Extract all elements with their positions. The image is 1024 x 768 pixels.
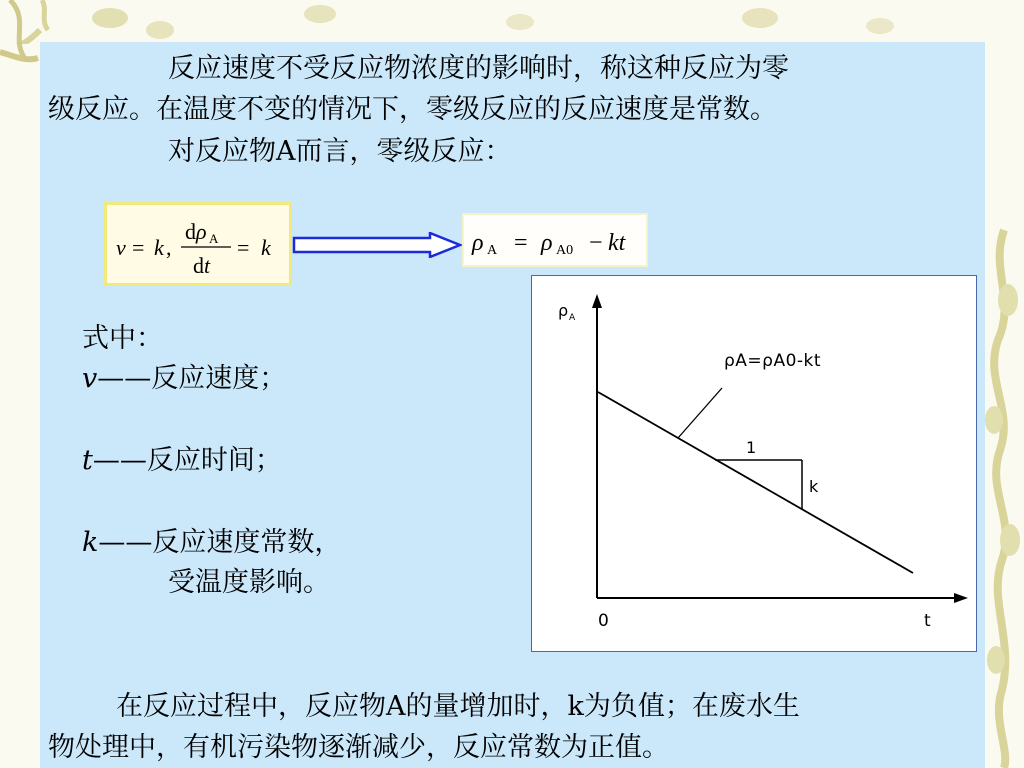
intro-line-2: 级反应。在温度不变的情况下，零级反应的反应速度是常数。	[48, 94, 777, 125]
vine-decoration-left	[0, 0, 40, 768]
formula-num-sub: A	[209, 231, 219, 246]
formula-num-d: d	[185, 219, 196, 244]
formula-rho: ρ	[472, 230, 484, 256]
y-axis-label-sub: A	[569, 313, 576, 323]
line-equation-label: ρA=ρA0-kt	[724, 351, 822, 371]
formula-k1: k	[154, 235, 164, 260]
definition-v	[82, 360, 286, 398]
vine-decoration-top	[0, 0, 1024, 44]
concentration-line	[598, 392, 913, 573]
formula-eq2: =	[237, 235, 250, 260]
graph-canvas	[532, 276, 976, 651]
formula-minus: −	[589, 230, 603, 256]
y-axis-label: ρ	[558, 301, 569, 320]
x-axis-label: t	[924, 611, 931, 631]
definitions-header: 式中：	[82, 323, 163, 354]
intro-line-1: 反应速度不受反应物浓度的影响时，称这种反应为零	[168, 53, 789, 84]
formula-comma: ,	[166, 235, 172, 260]
formula-k2: k	[261, 235, 271, 260]
zero-order-graph	[531, 275, 977, 652]
y-axis-arrow-icon	[592, 294, 602, 308]
definition-k-text: ——反应速度常数，	[98, 527, 342, 558]
integrated-equation	[464, 215, 646, 265]
definition-k	[82, 524, 341, 562]
definition-t	[82, 442, 282, 480]
symbol-k: k	[82, 527, 99, 558]
annotation-leader	[678, 388, 722, 438]
symbol-v: v	[82, 363, 98, 394]
rate-equation	[107, 205, 289, 283]
formula-v: v	[116, 235, 126, 260]
slope-run-label: 1	[746, 438, 757, 457]
definition-v-text: ——反应速度；	[97, 363, 287, 394]
rate-equation-box	[104, 202, 292, 286]
definition-k-continued: 受温度影响。	[168, 567, 330, 598]
definition-t-text: ——反应时间；	[92, 445, 282, 476]
formula-sub-a0: A0	[556, 243, 574, 258]
formula-eq: =	[514, 230, 528, 256]
symbol-t: t	[82, 445, 93, 476]
formula-kt: kt	[608, 230, 626, 256]
intro-line-3: 对反应物A而言，零级反应：	[168, 136, 512, 167]
formula-den-d: d	[193, 253, 204, 278]
conclusion-line-1: 在反应过程中，反应物A的量增加时，k为负值；在废水生	[116, 691, 800, 722]
x-axis-arrow-icon	[954, 593, 968, 603]
formula-num-rho: ρ	[196, 219, 207, 244]
origin-label: 0	[598, 611, 609, 631]
conclusion-line-2: 物处理中，有机污染物逐渐减少，反应常数为正值。	[48, 732, 669, 763]
formula-sub-a: A	[487, 243, 498, 258]
formula-eq1: =	[132, 235, 145, 260]
double-arrow-icon	[292, 232, 464, 258]
slope-rise-label: k	[809, 477, 819, 496]
vine-decoration-right	[984, 0, 1024, 768]
integrated-equation-box	[462, 213, 648, 267]
formula-rho2: ρ	[541, 230, 553, 256]
formula-den-t: t	[204, 253, 211, 278]
